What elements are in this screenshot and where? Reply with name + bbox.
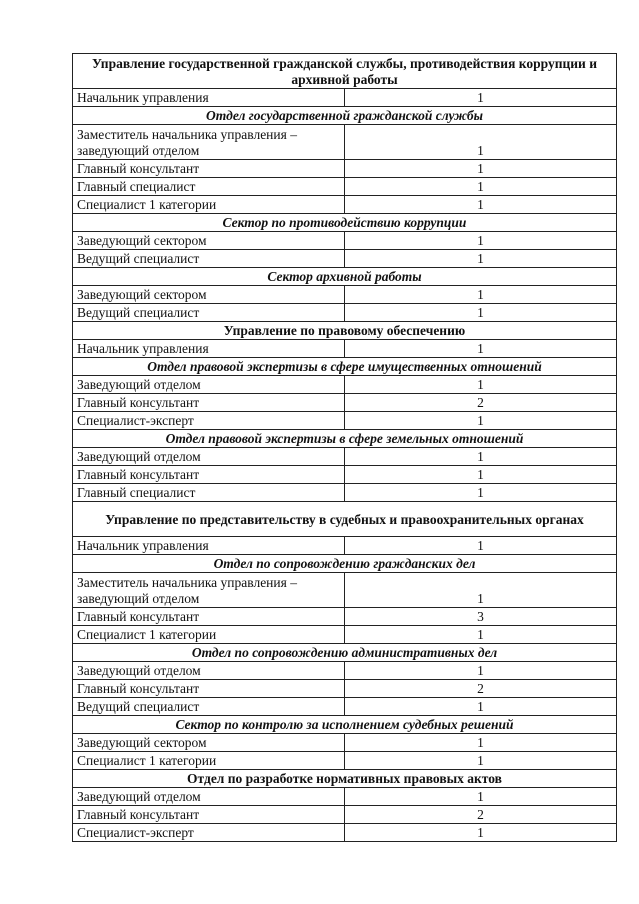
section-header-row — [73, 214, 617, 232]
position-row — [73, 662, 617, 680]
position-row — [73, 125, 617, 160]
position-count: 1 — [345, 232, 617, 250]
position-count: 1 — [345, 412, 617, 430]
section-header-row — [73, 358, 617, 376]
section-header: Управление по представительству в судебных и правоохранительных органах — [73, 502, 617, 537]
position-title: Начальник управления — [73, 537, 345, 555]
position-title: Начальник управления — [73, 89, 345, 107]
position-count: 1 — [345, 196, 617, 214]
position-count: 2 — [345, 394, 617, 412]
position-row — [73, 286, 617, 304]
section-header: Отдел по сопровождению гражданских дел — [73, 555, 617, 573]
section-header-row — [73, 644, 617, 662]
section-header-row — [73, 716, 617, 734]
position-title: Ведущий специалист — [73, 250, 345, 268]
position-count: 3 — [345, 608, 617, 626]
position-count: 1 — [345, 340, 617, 358]
section-header: Сектор архивной работы — [73, 268, 617, 286]
position-row — [73, 232, 617, 250]
position-row — [73, 160, 617, 178]
section-header: Управление государственной гражданской службы, противодействия коррупции и архивной работы — [73, 54, 617, 89]
position-count: 1 — [345, 662, 617, 680]
section-header-row — [73, 54, 617, 89]
section-header-row — [73, 770, 617, 788]
section-header: Отдел по сопровождению административных дел — [73, 644, 617, 662]
position-count: 1 — [345, 788, 617, 806]
position-title: Главный специалист — [73, 484, 345, 502]
position-count: 1 — [345, 466, 617, 484]
position-count: 1 — [345, 824, 617, 842]
position-count: 1 — [345, 286, 617, 304]
position-title: Главный консультант — [73, 806, 345, 824]
position-row — [73, 608, 617, 626]
section-header: Управление по правовому обеспечению — [73, 322, 617, 340]
position-row — [73, 448, 617, 466]
position-count: 2 — [345, 806, 617, 824]
section-header: Сектор по контролю за исполнением судебных решений — [73, 716, 617, 734]
position-row — [73, 394, 617, 412]
position-row — [73, 824, 617, 842]
position-title: Специалист 1 категории — [73, 626, 345, 644]
position-count: 1 — [345, 376, 617, 394]
section-header: Отдел государственной гражданской службы — [73, 107, 617, 125]
position-count: 1 — [345, 484, 617, 502]
position-title: Заведующий сектором — [73, 734, 345, 752]
position-row — [73, 573, 617, 608]
position-count: 1 — [345, 626, 617, 644]
position-row — [73, 806, 617, 824]
position-count: 2 — [345, 680, 617, 698]
position-title: Заместитель начальника управления – заведующий отделом — [73, 573, 345, 608]
position-title: Заведующий отделом — [73, 448, 345, 466]
position-row — [73, 537, 617, 555]
position-count: 1 — [345, 304, 617, 322]
position-row — [73, 626, 617, 644]
position-title: Главный консультант — [73, 608, 345, 626]
position-count: 1 — [345, 125, 617, 160]
position-row — [73, 89, 617, 107]
position-count: 1 — [345, 573, 617, 608]
position-count: 1 — [345, 448, 617, 466]
position-count: 1 — [345, 734, 617, 752]
position-count: 1 — [345, 160, 617, 178]
section-header: Отдел по разработке нормативных правовых актов — [73, 770, 617, 788]
position-title: Главный консультант — [73, 466, 345, 484]
position-count: 1 — [345, 250, 617, 268]
position-row — [73, 178, 617, 196]
position-title: Главный консультант — [73, 394, 345, 412]
position-title: Ведущий специалист — [73, 698, 345, 716]
position-row — [73, 698, 617, 716]
position-title: Специалист-эксперт — [73, 824, 345, 842]
position-row — [73, 734, 617, 752]
position-title: Специалист 1 категории — [73, 752, 345, 770]
position-row — [73, 376, 617, 394]
staffing-table — [72, 53, 617, 842]
position-row — [73, 788, 617, 806]
section-header: Сектор по противодействию коррупции — [73, 214, 617, 232]
position-title: Главный консультант — [73, 160, 345, 178]
position-count: 1 — [345, 537, 617, 555]
position-title: Заведующий отделом — [73, 788, 345, 806]
position-row — [73, 752, 617, 770]
position-count: 1 — [345, 752, 617, 770]
position-row — [73, 466, 617, 484]
section-header: Отдел правовой экспертизы в сфере земельных отношений — [73, 430, 617, 448]
position-row — [73, 412, 617, 430]
position-row — [73, 484, 617, 502]
section-header: Отдел правовой экспертизы в сфере имущественных отношений — [73, 358, 617, 376]
position-title: Ведущий специалист — [73, 304, 345, 322]
position-title: Заведующий сектором — [73, 286, 345, 304]
section-header-row — [73, 430, 617, 448]
position-title: Заведующий отделом — [73, 662, 345, 680]
position-title: Начальник управления — [73, 340, 345, 358]
position-title: Заведующий сектором — [73, 232, 345, 250]
position-row — [73, 196, 617, 214]
section-header-row — [73, 555, 617, 573]
position-count: 1 — [345, 89, 617, 107]
position-title: Главный консультант — [73, 680, 345, 698]
position-title: Заместитель начальника управления – заведующий отделом — [73, 125, 345, 160]
section-header-row — [73, 107, 617, 125]
section-header-row — [73, 502, 617, 537]
position-row — [73, 680, 617, 698]
section-header-row — [73, 268, 617, 286]
position-title: Главный специалист — [73, 178, 345, 196]
section-header-row — [73, 322, 617, 340]
position-title: Специалист 1 категории — [73, 196, 345, 214]
position-count: 1 — [345, 178, 617, 196]
staffing-table-body — [73, 54, 617, 842]
position-title: Заведующий отделом — [73, 376, 345, 394]
position-row — [73, 304, 617, 322]
position-title: Специалист-эксперт — [73, 412, 345, 430]
position-count: 1 — [345, 698, 617, 716]
position-row — [73, 340, 617, 358]
position-row — [73, 250, 617, 268]
